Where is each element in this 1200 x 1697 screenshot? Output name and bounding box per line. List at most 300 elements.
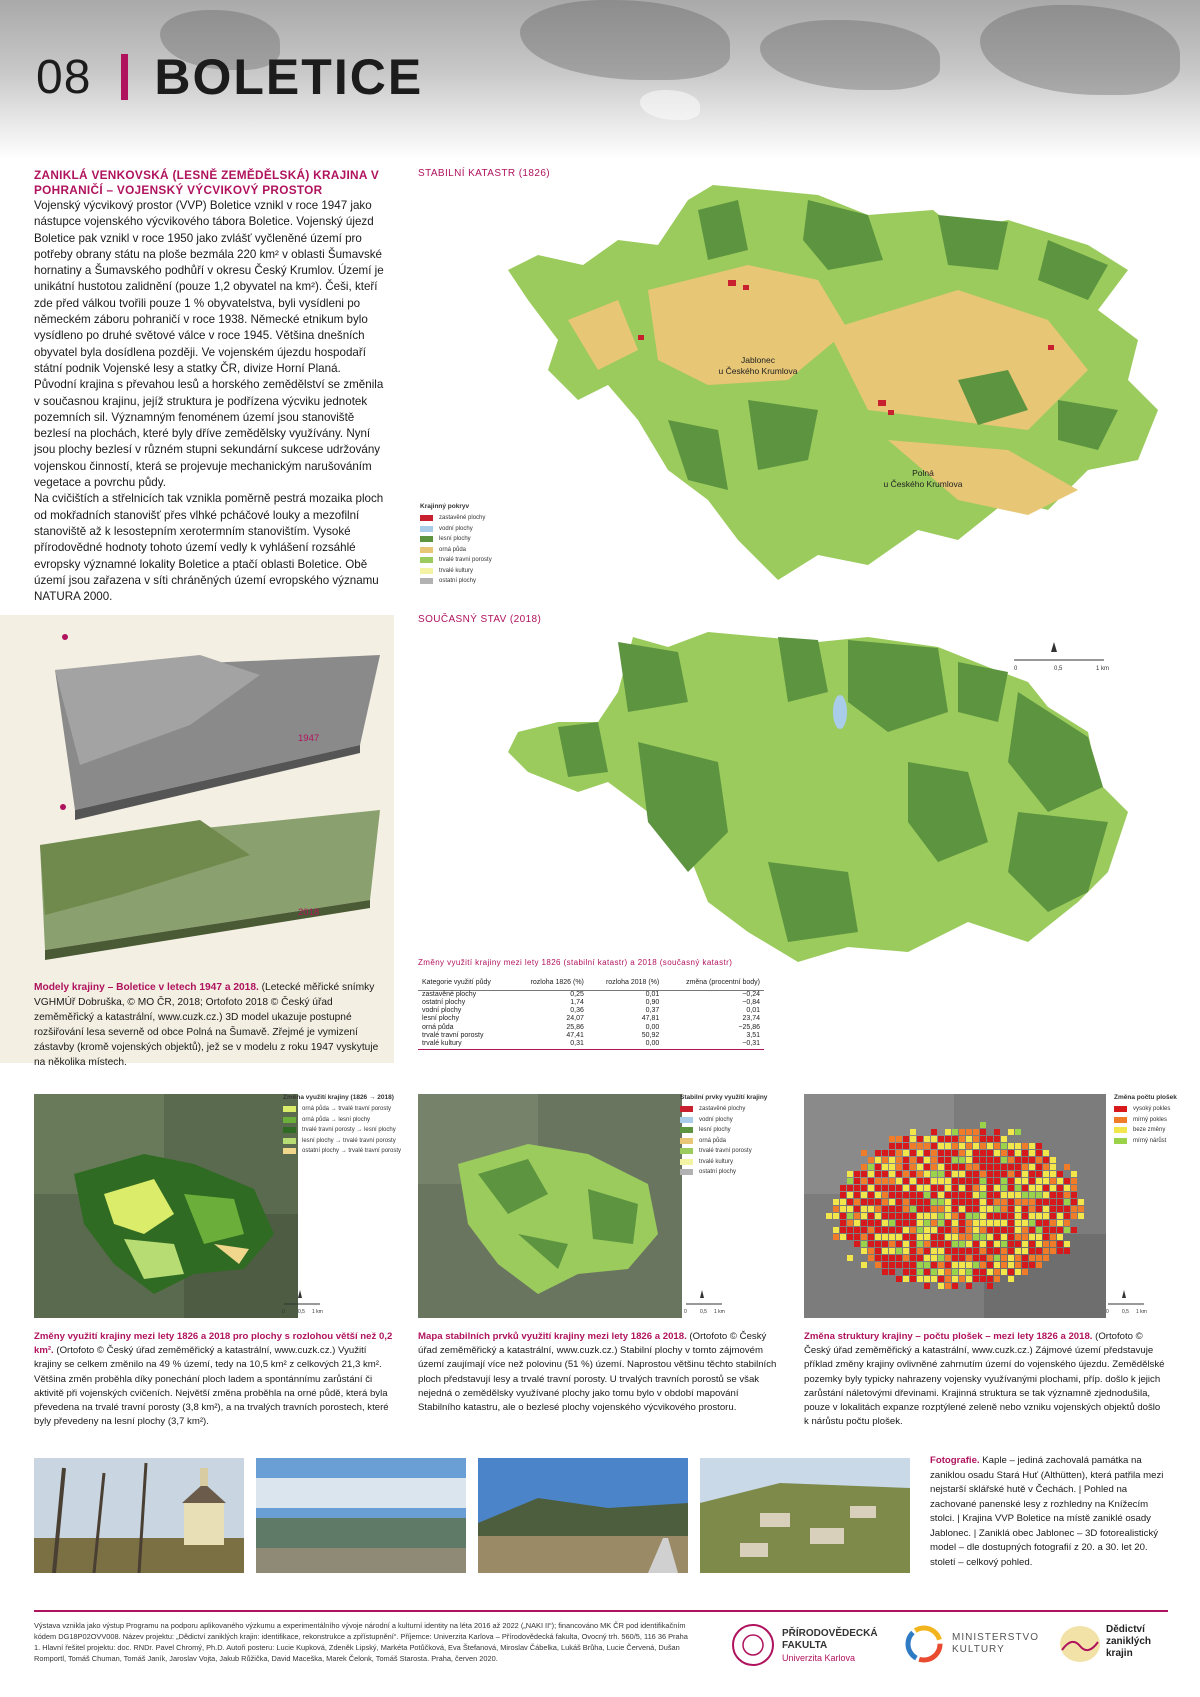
grid-cell: [931, 1185, 937, 1191]
grid-cell: [917, 1255, 923, 1261]
grid-cell: [966, 1283, 972, 1289]
grid-cell: [882, 1150, 888, 1156]
grid-cell: [1029, 1220, 1035, 1226]
grid-cell: [1071, 1213, 1077, 1219]
grid-cell: [973, 1248, 979, 1254]
faculty-logo-line1: PŘÍRODOVĚDECKÁ: [782, 1628, 878, 1639]
grid-cell: [931, 1241, 937, 1247]
grid-cell: [840, 1234, 846, 1240]
table-cell: zastavěné plochy: [422, 990, 477, 998]
grid-cell: [910, 1199, 916, 1205]
model-caption-bold: Modely krajiny – Boletice v letech 1947 a 2018.: [34, 982, 259, 993]
grid-cell: [896, 1241, 902, 1247]
grid-cell: [868, 1157, 874, 1163]
grid-cell: [994, 1185, 1000, 1191]
grid-cell: [1071, 1185, 1077, 1191]
grid-cell: [980, 1136, 986, 1142]
legend-item: [420, 576, 492, 587]
grid-cell: [980, 1164, 986, 1170]
grid-cell: [861, 1199, 867, 1205]
grid-cell: [994, 1227, 1000, 1233]
grid-cell: [966, 1206, 972, 1212]
grid-cell: [994, 1199, 1000, 1205]
grid-cell: [882, 1171, 888, 1177]
grid-cell: [959, 1178, 965, 1184]
grid-cell: [1022, 1248, 1028, 1254]
grid-cell: [1043, 1220, 1049, 1226]
grid-cell: [847, 1192, 853, 1198]
grid-cell: [1036, 1248, 1042, 1254]
grid-cell: [896, 1199, 902, 1205]
grid-cell: [973, 1241, 979, 1247]
grid-cell: [966, 1227, 972, 1233]
grid-cell: [1043, 1185, 1049, 1191]
grid-cell: [987, 1206, 993, 1212]
north-arrow-icon: [700, 1290, 704, 1298]
grid-cell: [973, 1262, 979, 1268]
grid-cell: [833, 1206, 839, 1212]
grid-cell: [966, 1248, 972, 1254]
grid-cell: [917, 1150, 923, 1156]
grid-cell: [973, 1178, 979, 1184]
grid-cell: [1008, 1220, 1014, 1226]
grid-cell: [1015, 1192, 1021, 1198]
grid-cell: [917, 1213, 923, 1219]
grid-cell: [882, 1269, 888, 1275]
grid-cell: [966, 1178, 972, 1184]
grid-cell: [1022, 1164, 1028, 1170]
grid-cell: [959, 1262, 965, 1268]
stable-map-caption: [418, 1330, 780, 1415]
grid-cell: [868, 1199, 874, 1205]
grid-cell: [980, 1178, 986, 1184]
legend-label: zastavěné plochy: [699, 1106, 746, 1113]
grid-cell: [861, 1220, 867, 1226]
grid-cell: [861, 1227, 867, 1233]
grid-cell: [1015, 1143, 1021, 1149]
grid-cell: [1001, 1136, 1007, 1142]
grid-cell: [924, 1262, 930, 1268]
legend-item: [680, 1167, 767, 1178]
table-header-row: [418, 976, 764, 990]
model-3d: [0, 615, 394, 975]
grid-cell: [952, 1213, 958, 1219]
grid-cell: [854, 1213, 860, 1219]
legend-swatch: [1114, 1117, 1127, 1123]
grid-cell: [868, 1164, 874, 1170]
grid-cell: [938, 1283, 944, 1289]
grid-cell: [1071, 1199, 1077, 1205]
grid-cell: [861, 1241, 867, 1247]
grid-cell: [1008, 1227, 1014, 1233]
grid-cell: [980, 1129, 986, 1135]
project-logo-line1: Dědictví: [1106, 1624, 1145, 1635]
grid-cell: [973, 1192, 979, 1198]
grid-cell: [1008, 1192, 1014, 1198]
project-logo-line2: zaniklých: [1106, 1636, 1152, 1647]
grid-cell: [1008, 1199, 1014, 1205]
stable-caption-text: (Ortofoto © Český úřad zeměměřický a katastrální, www.cuzk.cz.) Stabilní plochy v tomto zájmovém území zaujímají více než polovinu (51 %) území. Naprostou většinu těchto stabilních ploch představují lesy a trvalé travní porosty. U trvalých travních porostů se však nejedná o zemědělsky využívané plochy jako tomu bylo v období mapování Stabilního katastru, ale o bezlesé plochy vojenského výcvikového prostoru.: [418, 1331, 777, 1414]
grid-cell: [994, 1234, 1000, 1240]
grid-cell: [847, 1178, 853, 1184]
grid-cell: [889, 1255, 895, 1261]
grid-cell: [875, 1164, 881, 1170]
grid-cell: [882, 1178, 888, 1184]
grid-cell: [952, 1129, 958, 1135]
table-cell: −25,86: [738, 1023, 760, 1031]
grid-cell: [1008, 1241, 1014, 1247]
change-map-caption: [34, 1330, 394, 1429]
grid-cell: [931, 1269, 937, 1275]
legend-swatch: [680, 1148, 693, 1154]
grid-cell: [973, 1185, 979, 1191]
grid-cell: [987, 1150, 993, 1156]
legend-label: ostatní plochy: [439, 578, 477, 585]
legend-item: [1114, 1125, 1177, 1136]
grid-cell: [903, 1164, 909, 1170]
grid-cell: [1036, 1206, 1042, 1212]
grid-cell: [1001, 1171, 1007, 1177]
grid-cell: [980, 1276, 986, 1282]
grid-cell: [924, 1276, 930, 1282]
table-row: [418, 990, 764, 999]
grid-cell: [973, 1129, 979, 1135]
grid-cell: [980, 1150, 986, 1156]
grid-cell: [931, 1143, 937, 1149]
grid-cell: [1015, 1269, 1021, 1275]
legend-1826: [420, 503, 492, 587]
grid-cell: [903, 1227, 909, 1233]
grid-cell: [840, 1220, 846, 1226]
photo-landscape: [478, 1458, 688, 1573]
place-jablonec: Jablonec: [740, 355, 776, 365]
grid-cell: [903, 1255, 909, 1261]
small1-scale-end: 1 km: [312, 1309, 323, 1315]
legend-label: vodní plochy: [699, 1116, 733, 1123]
grid-cell: [973, 1269, 979, 1275]
grid-cell: [931, 1164, 937, 1170]
grid-cell: [966, 1164, 972, 1170]
table-cell: 47,41: [566, 1031, 584, 1039]
grid-cell: [1057, 1227, 1063, 1233]
legend-item: [1114, 1115, 1177, 1126]
grid-cell: [1057, 1178, 1063, 1184]
grid-cell: [973, 1220, 979, 1226]
grid-cell: [952, 1220, 958, 1226]
table-title: Změny využití krajiny mezi lety 1826 (stabilní katastr) a 2018 (současný katastr): [418, 958, 733, 967]
grid-cell: [1001, 1206, 1007, 1212]
grid-cell: [980, 1157, 986, 1163]
grid-cell: [952, 1248, 958, 1254]
scale-end: 1 km: [1096, 666, 1110, 672]
grid-cell: [882, 1185, 888, 1191]
grid-cell: [931, 1248, 937, 1254]
grid-cell: [938, 1220, 944, 1226]
grid-cell: [1015, 1206, 1021, 1212]
grid-cell: [882, 1192, 888, 1198]
legend-swatch: [420, 568, 433, 574]
grid-cell: [931, 1157, 937, 1163]
grid-cell: [1015, 1178, 1021, 1184]
intro-paragraph-1: Vojenský výcvikový prostor (VVP) Boletice vznikl v roce 1947 jako nástupce vojenského výcvikového tábora Boletice. Vojenský újezd Boletice pak vznikl v roce 1950 jako zvlášť vyčleněné území pro potřeby obrany státu na ploše bezmála 220 km² v oblasti Šumavské hornatiny a Šumavského podhůří v okresu Český Krumlov. Území je unikátní hustotou zalidnění (pouze 1,2 obyvatel na km²). Češi, kteří zde před válkou tvořili pouze 1 % obyvatelstva, byli vysídleni po německém záboru pohraničí v roce 1938. Německé etnikum bylo vysídleno po druhé světové válce v roce 1945. Většina dnešních obyvatel byla dosídlena později. Ve vojenském újezdu hospodaří státní podnik Vojenské lesy a statky ČR, divize Horní Planá.: [34, 199, 384, 375]
grid-cell: [1064, 1199, 1070, 1205]
page-title: [36, 48, 423, 106]
grid-cell: [910, 1143, 916, 1149]
grid-cell: [973, 1150, 979, 1156]
grid-cell: [1043, 1157, 1049, 1163]
grid-cell: [938, 1136, 944, 1142]
grid-cell: [910, 1220, 916, 1226]
grid-cell: [910, 1192, 916, 1198]
grid-cell: [882, 1234, 888, 1240]
grid-cell: [938, 1157, 944, 1163]
grid-cell: [987, 1255, 993, 1261]
grid-cell: [952, 1185, 958, 1191]
grid-cell: [938, 1206, 944, 1212]
grid-cell: [896, 1255, 902, 1261]
grid-cell: [1029, 1248, 1035, 1254]
grid-cell: [1036, 1255, 1042, 1261]
grid-cell: [938, 1213, 944, 1219]
grid-cell: [1029, 1241, 1035, 1247]
grid-cell: [1029, 1227, 1035, 1233]
grid-cell: [1029, 1213, 1035, 1219]
grid-cell: [1022, 1220, 1028, 1226]
legend-item: [680, 1146, 767, 1157]
grid-cell: [938, 1164, 944, 1170]
grid-cell: [1008, 1206, 1014, 1212]
grid-cell: [931, 1255, 937, 1261]
grid-cell: [994, 1192, 1000, 1198]
grid-cell: [903, 1178, 909, 1184]
grid-cell: [861, 1213, 867, 1219]
grid-cell: [917, 1157, 923, 1163]
table-row: [418, 999, 764, 1007]
grid-cell: [987, 1269, 993, 1275]
small2-scale-0: 0: [684, 1309, 687, 1315]
grid-cell: [1008, 1178, 1014, 1184]
grid-cell: [903, 1234, 909, 1240]
patch-caption-bold: Změna struktury krajiny – počtu plošek – mezi lety 1826 a 2018.: [804, 1331, 1093, 1342]
grid-cell: [987, 1136, 993, 1142]
grid-cell: [931, 1199, 937, 1205]
intro-paragraph-3: Na cvičištích a střelnicích tak vznikla poměrně pestrá mozaika ploch od mokřadních stanovišť přes vlhké pcháčové louky a mezofilní stanoviště až k lesostepním xerotermním stanovištím. Vysoké přírodovědné hodnoty tohoto území vedly k vyhlášení rozsáhlé evropsky významné lokality Boletice a ptačí oblasti Boletice. Obě území jsou zařazena v síti chráněných území evropského významu NATURA 2000.: [34, 492, 384, 604]
grid-cell: [917, 1178, 923, 1184]
grid-cell: [938, 1255, 944, 1261]
photo-chapel: [34, 1458, 244, 1573]
grid-cell: [945, 1234, 951, 1240]
grid-cell: [1050, 1206, 1056, 1212]
table-cell: ostatní plochy: [422, 998, 466, 1006]
grid-cell: [1036, 1150, 1042, 1156]
grid-cell: [924, 1255, 930, 1261]
grid-cell: [931, 1262, 937, 1268]
table-header-cell: změna (procentní body): [663, 976, 764, 990]
grid-cell: [931, 1220, 937, 1226]
grid-cell: [959, 1227, 965, 1233]
grid-cell: [889, 1241, 895, 1247]
grid-cell: [882, 1164, 888, 1170]
grid-cell: [973, 1171, 979, 1177]
grid-cell: [952, 1234, 958, 1240]
grid-cell: [1029, 1206, 1035, 1212]
grid-cell: [903, 1241, 909, 1247]
grid-cell: [952, 1269, 958, 1275]
grid-cell: [931, 1206, 937, 1212]
grid-cell: [1064, 1192, 1070, 1198]
grid-cell: [917, 1276, 923, 1282]
stable-legend-title: Stabilní prvky využití krajiny: [680, 1094, 768, 1101]
grid-cell: [959, 1234, 965, 1240]
grid-cell: [903, 1248, 909, 1254]
table-cell: 0,31: [513, 1040, 588, 1049]
grid-cell: [861, 1248, 867, 1254]
legend-swatch: [283, 1138, 296, 1144]
grid-cell: [840, 1192, 846, 1198]
legend-swatch: [680, 1138, 693, 1144]
grid-cell: [910, 1227, 916, 1233]
grid-cell: [1064, 1241, 1070, 1247]
grid-cell: [840, 1185, 846, 1191]
grid-cell: [952, 1164, 958, 1170]
grid-cell: [924, 1283, 930, 1289]
patch-legend-items: [1114, 1104, 1177, 1146]
grid-cell: [917, 1262, 923, 1268]
grid-cell: [861, 1185, 867, 1191]
legend-item: [420, 545, 492, 556]
footer-credits: Výstava vznikla jako výstup Programu na podporu aplikovaného výzkumu a experimentálního vývoje národní a kulturní identity na léta 2016 až 2022 („NAKI II“); financováno MK ČR pod identifikačním kódem DG18P02OVV008. Název projektu: „Dědictví zaniklých krajin: identifikace, rekonstrukce a zpřístupnění“. Příjemce: Univerzita Karlova – Přírodovědecká fakulta, Ovocný trh. 560/5, 116 36 Praha 1. Hlavní řešitel projektu: doc. RNDr. Pavel Chromý, Ph.D. Autoři posteru: Lucie Kupková, Zdeněk Lipský, Markéta Potůčková, Eva Štefanová, Miroslav Čábelka, Lukáš Brůha, Lucie Červená, Dušan Romportl, Tomáš Chuman, Tomáš Janík, Jaroslav Vojta, Jakub Růžička, David Maceška, Marek Čelonk, Tomáš Starosta. Praha, červen 2020.: [34, 1621, 688, 1663]
legend-swatch: [420, 526, 433, 532]
grid-cell: [1050, 1248, 1056, 1254]
grid-cell: [994, 1171, 1000, 1177]
grid-cell: [1022, 1185, 1028, 1191]
grid-cell: [847, 1206, 853, 1212]
scale-0: 0: [1014, 666, 1018, 672]
grid-cell: [980, 1248, 986, 1254]
table-row: [418, 1024, 764, 1032]
grid-cell: [910, 1157, 916, 1163]
grid-cell: [1043, 1206, 1049, 1212]
table-cell: 1,74: [570, 998, 584, 1006]
grid-cell: [966, 1241, 972, 1247]
grid-cell: [910, 1269, 916, 1275]
grid-cell: [1036, 1157, 1042, 1163]
legend-swatch: [283, 1117, 296, 1123]
grid-cell: [1008, 1150, 1014, 1156]
grid-cell: [1008, 1262, 1014, 1268]
grid-cell: [1015, 1199, 1021, 1205]
legend-swatch: [420, 578, 433, 584]
grid-cell: [1008, 1143, 1014, 1149]
grid-cell: [1050, 1227, 1056, 1233]
grid-cell: [903, 1199, 909, 1205]
model-caption: [34, 980, 379, 1070]
legend-swatch: [283, 1106, 296, 1112]
grid-cell: [973, 1206, 979, 1212]
legend-swatch: [420, 536, 433, 542]
grid-cell: [833, 1227, 839, 1233]
grid-cell: [1029, 1262, 1035, 1268]
grid-cell: [882, 1241, 888, 1247]
grid-cell: [1064, 1206, 1070, 1212]
map-1826-label: STABILNÍ KATASTR (1826): [418, 168, 551, 179]
grid-cell: [1036, 1241, 1042, 1247]
grid-cell: [1043, 1171, 1049, 1177]
grid-cell: [959, 1136, 965, 1142]
grid-cell: [1050, 1157, 1056, 1163]
grid-cell: [903, 1206, 909, 1212]
model-year-1947: 1947: [298, 733, 320, 744]
grid-cell: [987, 1234, 993, 1240]
grid-cell: [945, 1248, 951, 1254]
grid-cell: [945, 1220, 951, 1226]
grid-cell: [994, 1157, 1000, 1163]
grid-cell: [952, 1150, 958, 1156]
stable-map-legend: [680, 1094, 767, 1178]
grid-cell: [917, 1227, 923, 1233]
grid-cell: [1043, 1248, 1049, 1254]
grid-cell: [959, 1241, 965, 1247]
grid-cell: [1015, 1255, 1021, 1261]
grid-cell: [924, 1136, 930, 1142]
grid-cell: [910, 1262, 916, 1268]
grid-cell: [840, 1227, 846, 1233]
grid-cell: [889, 1171, 895, 1177]
grid-cell: [1015, 1241, 1021, 1247]
change-map-legend: [283, 1094, 401, 1157]
grid-cell: [952, 1192, 958, 1198]
grid-cell: [1008, 1234, 1014, 1240]
grid-cell: [952, 1227, 958, 1233]
grid-cell: [910, 1241, 916, 1247]
legend-item: [1114, 1104, 1177, 1115]
grid-cell: [987, 1164, 993, 1170]
grid-cell: [994, 1206, 1000, 1212]
grid-cell: [854, 1241, 860, 1247]
grid-cell: [1043, 1199, 1049, 1205]
grid-cell: [1064, 1164, 1070, 1170]
grid-cell: [966, 1143, 972, 1149]
ministry-logo-line2: KULTURY: [952, 1644, 1005, 1655]
grid-cell: [980, 1143, 986, 1149]
grid-cell: [1029, 1178, 1035, 1184]
grid-cell: [994, 1136, 1000, 1142]
title-divider: [121, 54, 128, 100]
grid-cell: [1001, 1178, 1007, 1184]
grid-cell: [1071, 1206, 1077, 1212]
grid-cell: [1022, 1255, 1028, 1261]
grid-cell: [1029, 1143, 1035, 1149]
grid-cell: [917, 1220, 923, 1226]
grid-cell: [1022, 1192, 1028, 1198]
grid-cell: [931, 1129, 937, 1135]
grid-cell: [1050, 1185, 1056, 1191]
grid-cell: [896, 1171, 902, 1177]
grid-cell: [924, 1164, 930, 1170]
grid-cell: [1001, 1220, 1007, 1226]
grid-cell: [910, 1178, 916, 1184]
table-body: [418, 990, 764, 1049]
grid-cell: [987, 1178, 993, 1184]
grid-cell: [1036, 1171, 1042, 1177]
grid-cell: [903, 1171, 909, 1177]
grid-cell: [980, 1241, 986, 1247]
model-year-2018: 2018: [298, 907, 320, 918]
grid-cell: [1036, 1185, 1042, 1191]
grid-cell: [840, 1213, 846, 1219]
grid-cell: [1078, 1213, 1084, 1219]
grid-cell: [1036, 1234, 1042, 1240]
